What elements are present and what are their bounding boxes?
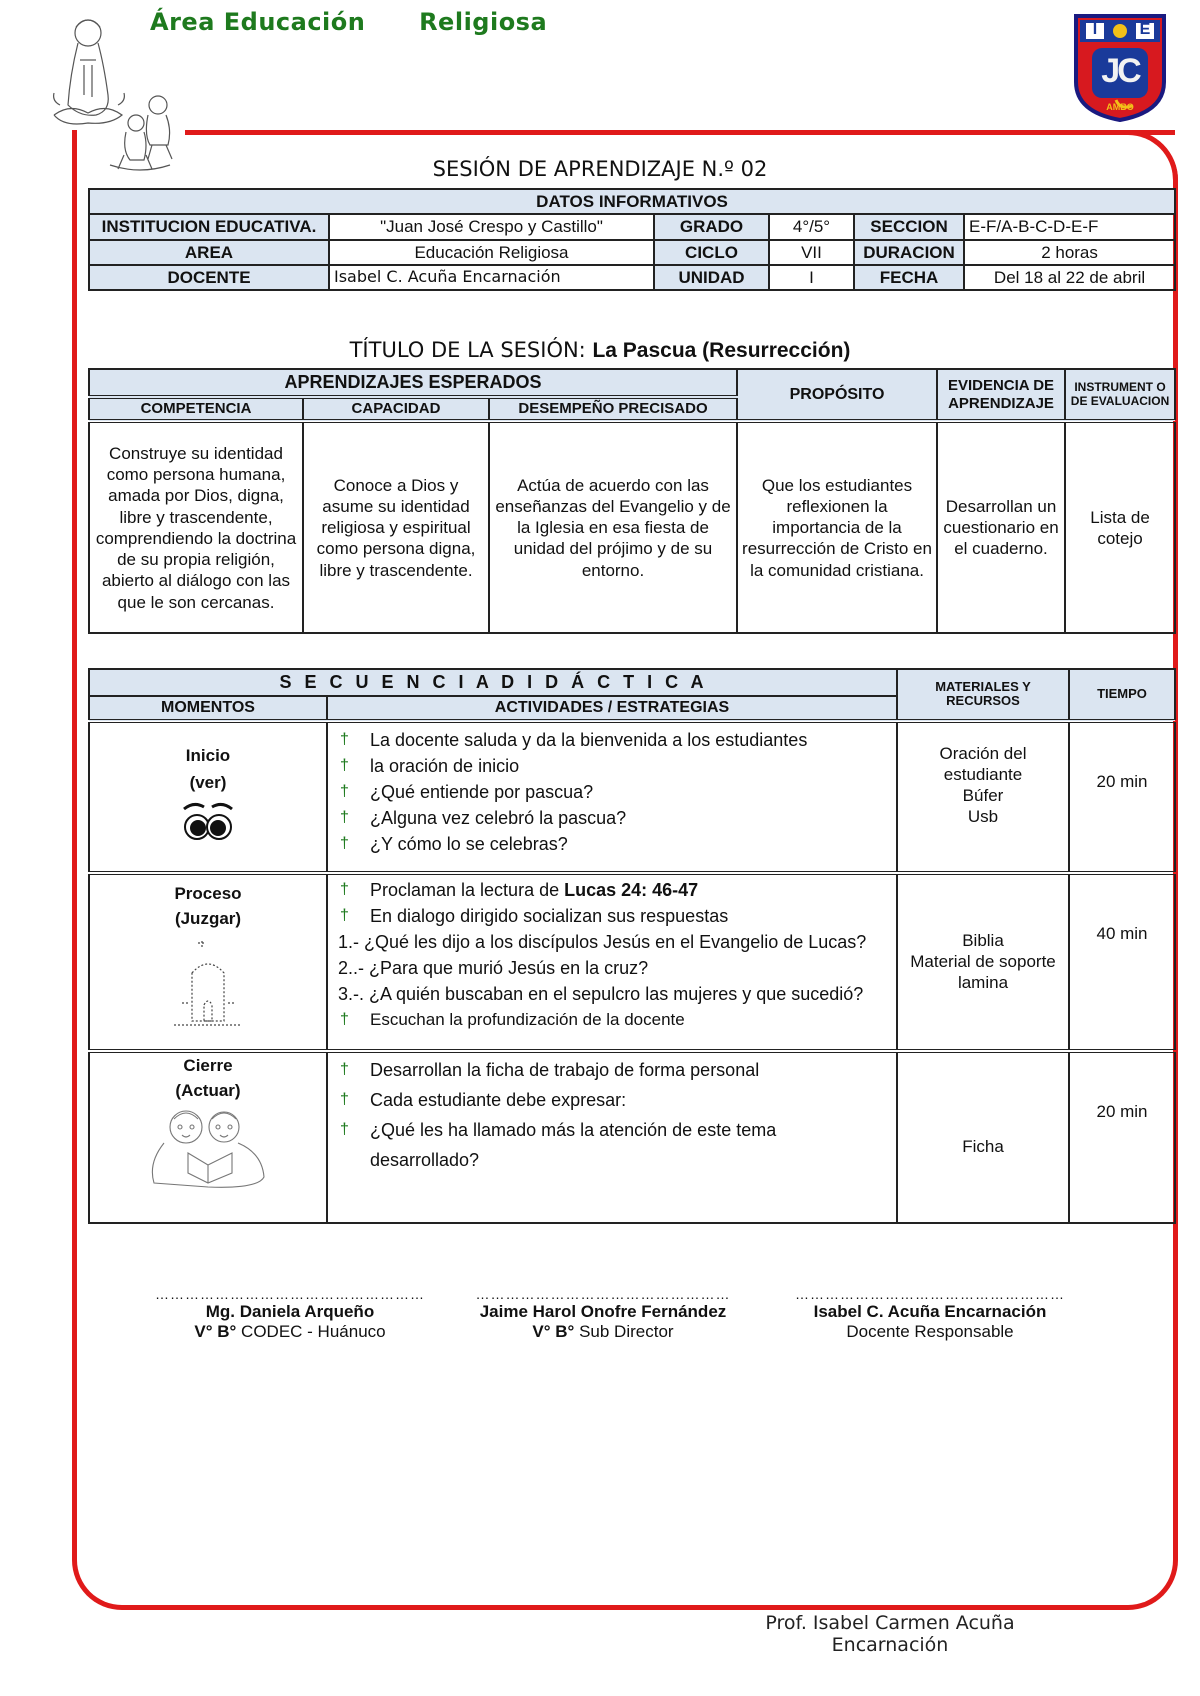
- area-value: Educación Religiosa: [329, 240, 654, 265]
- school-logo: [1072, 12, 1168, 122]
- inicio-material-3: Usb: [967, 807, 999, 827]
- unidad-value: I: [769, 265, 854, 290]
- competencia-text: Construye su identidad como persona humana, amada por Dios, digna, libre y trascendente, comprendiendo la doctrina de su propia religión, abierto al diálogo con las que le son cercanas.: [89, 421, 303, 633]
- capacidad-text: Conoce a Dios y asume su identidad religiosa y espiritual como persona digna, libre y trascendente.: [303, 421, 489, 633]
- momento-cierre: [89, 1051, 327, 1223]
- logo-letter-left: I: [1092, 21, 1098, 38]
- area-title-word2: Religiosa: [419, 8, 548, 36]
- instrumento-text: Lista de cotejo: [1065, 421, 1175, 633]
- institucion-value: "Juan José Crespo y Castillo": [329, 214, 654, 239]
- actividades-proceso: [327, 873, 897, 1051]
- duracion-label: DURACION: [854, 240, 964, 265]
- tiempo-proceso: 40 min: [1069, 873, 1175, 1051]
- aprendizajes-table: [88, 368, 1176, 634]
- tiempo-inicio: 20 min: [1069, 721, 1175, 873]
- signature-name-3: Isabel C. Acuña Encarnación: [813, 1302, 1047, 1321]
- cierre-item-1: † Desarrollan la ficha de trabajo de forma personal: [332, 1055, 892, 1085]
- session-topic-value: La Pascua (Resurrección): [592, 339, 851, 362]
- proceso-material-2: Material de soporte: [910, 951, 1056, 971]
- logo-monogram: JC: [1101, 52, 1139, 90]
- area-title: [150, 8, 547, 36]
- grado-value: 4°/5°: [769, 214, 854, 239]
- proceso-material-3: lamina: [957, 973, 1009, 993]
- cierre-material-1: Ficha: [962, 1136, 1004, 1156]
- col-materiales: MATERIALES Y RECURSOS: [897, 669, 1069, 721]
- cierre-name: Cierre: [183, 1055, 233, 1075]
- evidencia-text: Desarrollan un cuestionario en el cuaderno.: [937, 421, 1065, 633]
- datos-title: DATOS INFORMATIVOS: [89, 189, 1175, 214]
- area-label: AREA: [89, 240, 329, 265]
- signature-line-3: ………………………………………………: [795, 1286, 1065, 1302]
- proposito-text: Que los estudiantes reflexionen la importancia de la resurrección de Cristo en la comunidad cristiana.: [737, 421, 937, 633]
- tomb-icon: [168, 933, 248, 1033]
- proceso-material-1: Biblia: [962, 930, 1004, 950]
- desempeno-text: Actúa de acuerdo con las enseñanzas del Evangelio y de la Iglesia en esa fiesta de unidad del prójimo y de su entorno.: [489, 421, 737, 633]
- col-desempeno: DESEMPEÑO PRECISADO: [489, 397, 737, 422]
- proceso-item-1-text: Proclaman la lectura de: [370, 879, 565, 900]
- col-tiempo: TIEMPO: [1069, 669, 1175, 721]
- session-title: SESIÓN DE APRENDIZAJE N.º 02: [432, 157, 768, 181]
- footer-line-2: Encarnación: [831, 1634, 949, 1656]
- inicio-material-2: Búfer: [962, 786, 1004, 805]
- inicio-item-4: † ¿Alguna vez celebró la pascua?: [332, 805, 892, 831]
- signature-name-2: Jaime Harol Onofre Fernández: [479, 1302, 727, 1321]
- col-evidencia: EVIDENCIA DE APRENDIZAJE: [937, 369, 1065, 421]
- inicio-name: Inicio: [185, 745, 231, 765]
- duracion-value: 2 horas: [964, 240, 1175, 265]
- tiempo-cierre: 20 min: [1069, 1051, 1175, 1223]
- col-competencia: COMPETENCIA: [89, 397, 303, 422]
- area-title-word1: Área Educación: [150, 8, 366, 36]
- momento-inicio: [89, 721, 327, 873]
- logo-bottom-text: AMBO: [1106, 102, 1134, 112]
- ciclo-value: VII: [769, 240, 854, 265]
- col-actividades: ACTIVIDADES / ESTRATEGIAS: [327, 696, 897, 721]
- signature-line-1: ………………………………………………: [155, 1286, 425, 1302]
- footer-line-1: Prof. Isabel Carmen Acuña: [765, 1612, 1015, 1634]
- signature-role-1: CODEC - Huánuco: [236, 1322, 386, 1341]
- docente-label: DOCENTE: [89, 265, 329, 290]
- fecha-label: FECHA: [854, 265, 964, 290]
- proceso-item-3: † Escuchan la profundización de la docente: [332, 1007, 892, 1033]
- proceso-item-1-reference: Lucas 24: 46-47: [564, 879, 699, 900]
- docente-value: Isabel C. Acuña Encarnación: [329, 265, 654, 290]
- proceso-sub: (Juzgar): [174, 908, 242, 928]
- col-momentos: MOMENTOS: [89, 696, 327, 721]
- proceso-question-1: 1.- ¿Qué les dijo a los discípulos Jesús en el Evangelio de Lucas?: [338, 931, 867, 952]
- signature-vb-2: V° B°: [532, 1322, 575, 1341]
- fecha-value: Del 18 al 22 de abril: [964, 265, 1175, 290]
- unidad-label: UNIDAD: [654, 265, 769, 290]
- institucion-label: INSTITUCION EDUCATIVA.: [89, 214, 329, 239]
- materiales-inicio: [897, 721, 1069, 873]
- proceso-item-2: † En dialogo dirigido socializan sus respuestas: [332, 903, 892, 929]
- secuencia-table: [88, 668, 1176, 1224]
- actividades-inicio: [327, 721, 897, 873]
- session-topic: [0, 338, 1200, 363]
- cierre-item-2: † Cada estudiante debe expresar:: [332, 1085, 892, 1115]
- datos-informativos-table: [88, 188, 1176, 291]
- inicio-item-3: † ¿Qué entiende por pascua?: [332, 779, 892, 805]
- proceso-name: Proceso: [174, 883, 242, 903]
- cierre-sub: (Actuar): [175, 1080, 241, 1100]
- children-reading-icon: [138, 1103, 278, 1193]
- proceso-question-2: 2..- ¿Para que murió Jesús en la cruz?: [338, 957, 649, 978]
- signature-subdirector: [468, 1286, 738, 1342]
- eyes-icon: [178, 799, 238, 843]
- logo-letter-right: E: [1139, 21, 1151, 38]
- signature-name-1: Mg. Daniela Arqueño: [205, 1302, 375, 1321]
- signature-line-2: ……………………………………………: [475, 1286, 731, 1302]
- momento-proceso: [89, 873, 327, 1051]
- session-topic-label: TÍTULO DE LA SESIÓN:: [349, 338, 586, 362]
- inicio-sub: (ver): [189, 772, 227, 792]
- proceso-question-3: 3.-. ¿A quién buscaban en el sepulcro las mujeres y que sucedió?: [338, 983, 864, 1004]
- seccion-label: SECCION: [854, 214, 964, 239]
- materiales-proceso: [897, 873, 1069, 1051]
- signature-vb-1: V° B°: [194, 1322, 237, 1341]
- materiales-cierre: [897, 1051, 1069, 1223]
- col-capacidad: CAPACIDAD: [303, 397, 489, 422]
- signature-docente: [760, 1286, 1100, 1342]
- col-instrumento: INSTRUMENT O DE EVALUACION: [1065, 369, 1175, 421]
- inicio-material-1: Oración del estudiante: [939, 743, 1027, 784]
- secuencia-header: S E C U E N C I A D I D Á C T I C A: [89, 669, 897, 696]
- signature-role-2: Sub Director: [574, 1322, 674, 1341]
- signature-role-3: Docente Responsable: [846, 1322, 1014, 1341]
- seccion-value: E-F/A-B-C-D-E-F: [964, 214, 1175, 239]
- footer-author: [700, 1612, 1080, 1656]
- inicio-item-1: † La docente saluda y da la bienvenida a los estudiantes: [332, 727, 892, 753]
- page-frame-top: [185, 130, 1175, 135]
- actividades-cierre: [327, 1051, 897, 1223]
- col-proposito: PROPÓSITO: [737, 369, 937, 421]
- aprendizajes-header: APRENDIZAJES ESPERADOS: [89, 369, 737, 397]
- inicio-item-5: † ¿Y cómo lo se celebras?: [332, 831, 892, 857]
- signature-codec: [140, 1286, 440, 1342]
- proceso-item-1: [332, 877, 892, 903]
- inicio-item-2: † la oración de inicio: [332, 753, 892, 779]
- ciclo-label: CICLO: [654, 240, 769, 265]
- grado-label: GRADO: [654, 214, 769, 239]
- cierre-item-3: † ¿Qué les ha llamado más la atención de este tema desarrollado?: [332, 1115, 892, 1175]
